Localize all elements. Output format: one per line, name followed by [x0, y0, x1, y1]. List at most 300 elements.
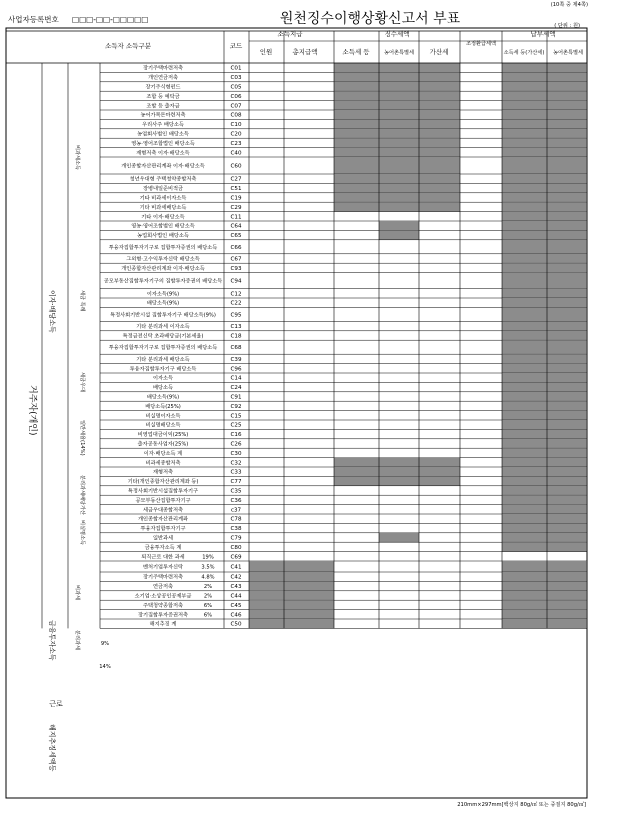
amount-input-cell[interactable]	[225, 562, 249, 572]
amount-input-cell[interactable]	[285, 477, 334, 485]
amount-input-cell[interactable]	[420, 601, 460, 609]
amount-input-cell[interactable]	[250, 222, 284, 230]
amount-input-cell[interactable]	[461, 231, 502, 239]
amount-input-cell[interactable]	[335, 231, 379, 239]
amount-input-cell[interactable]	[461, 212, 502, 220]
amount-input-cell[interactable]	[380, 411, 419, 419]
amount-input-cell[interactable]	[285, 486, 334, 494]
amount-input-cell[interactable]	[225, 392, 249, 400]
amount-input-cell[interactable]	[335, 264, 379, 272]
amount-input-cell[interactable]	[420, 524, 460, 532]
amount-input-cell[interactable]	[225, 299, 249, 307]
amount-input-cell[interactable]	[225, 322, 249, 330]
amount-input-cell[interactable]	[225, 439, 249, 447]
amount-input-cell[interactable]	[380, 591, 419, 599]
amount-input-cell[interactable]	[250, 92, 284, 100]
amount-input-cell[interactable]	[285, 439, 334, 447]
amount-input-cell[interactable]	[461, 322, 502, 330]
amount-input-cell[interactable]	[461, 392, 502, 400]
amount-input-cell[interactable]	[420, 273, 460, 288]
amount-input-cell[interactable]	[420, 374, 460, 382]
amount-input-cell[interactable]	[461, 620, 502, 628]
amount-input-cell[interactable]	[225, 158, 249, 174]
amount-input-cell[interactable]	[461, 158, 502, 174]
amount-input-cell[interactable]	[335, 496, 379, 504]
amount-input-cell[interactable]	[461, 254, 502, 262]
amount-input-cell[interactable]	[335, 439, 379, 447]
amount-input-cell[interactable]	[461, 203, 502, 211]
amount-input-cell[interactable]	[461, 120, 502, 128]
amount-input-cell[interactable]	[250, 430, 284, 438]
amount-input-cell[interactable]	[225, 411, 249, 419]
amount-input-cell[interactable]	[225, 383, 249, 391]
amount-input-cell[interactable]	[461, 222, 502, 230]
amount-input-cell[interactable]	[380, 212, 419, 220]
amount-input-cell[interactable]	[420, 299, 460, 307]
amount-input-cell[interactable]	[380, 383, 419, 391]
amount-input-cell[interactable]	[380, 254, 419, 262]
amount-input-cell[interactable]	[285, 374, 334, 382]
amount-input-cell[interactable]	[420, 496, 460, 504]
amount-input-cell[interactable]	[250, 449, 284, 457]
amount-input-cell[interactable]	[335, 601, 379, 609]
amount-input-cell[interactable]	[225, 620, 249, 628]
amount-input-cell[interactable]	[285, 148, 334, 156]
amount-input-cell[interactable]	[285, 402, 334, 410]
amount-input-cell[interactable]	[250, 273, 284, 288]
amount-input-cell[interactable]	[420, 486, 460, 494]
amount-input-cell[interactable]	[285, 364, 334, 372]
amount-input-cell[interactable]	[285, 468, 334, 476]
amount-input-cell[interactable]	[420, 392, 460, 400]
amount-input-cell[interactable]	[420, 264, 460, 272]
amount-input-cell[interactable]	[461, 73, 502, 81]
amount-input-cell[interactable]	[250, 240, 284, 253]
amount-input-cell[interactable]	[380, 496, 419, 504]
amount-input-cell[interactable]	[285, 193, 334, 201]
amount-input-cell[interactable]	[250, 231, 284, 239]
amount-input-cell[interactable]	[461, 402, 502, 410]
amount-input-cell[interactable]	[285, 184, 334, 192]
amount-input-cell[interactable]	[285, 231, 334, 239]
amount-input-cell[interactable]	[250, 254, 284, 262]
amount-input-cell[interactable]	[285, 524, 334, 532]
amount-input-cell[interactable]	[250, 524, 284, 532]
amount-input-cell[interactable]	[461, 496, 502, 504]
amount-input-cell[interactable]	[461, 341, 502, 354]
amount-input-cell[interactable]	[285, 212, 334, 220]
amount-input-cell[interactable]	[225, 101, 249, 109]
amount-input-cell[interactable]	[285, 289, 334, 297]
amount-input-cell[interactable]	[225, 533, 249, 541]
amount-input-cell[interactable]	[225, 129, 249, 137]
amount-input-cell[interactable]	[380, 299, 419, 307]
amount-input-cell[interactable]	[225, 458, 249, 466]
amount-input-cell[interactable]	[285, 331, 334, 339]
amount-input-cell[interactable]	[461, 331, 502, 339]
amount-input-cell[interactable]	[225, 374, 249, 382]
amount-input-cell[interactable]	[380, 552, 419, 560]
amount-input-cell[interactable]	[285, 505, 334, 513]
amount-input-cell[interactable]	[250, 421, 284, 429]
amount-input-cell[interactable]	[250, 129, 284, 137]
amount-input-cell[interactable]	[461, 573, 502, 581]
amount-input-cell[interactable]	[380, 331, 419, 339]
amount-input-cell[interactable]	[250, 322, 284, 330]
amount-input-cell[interactable]	[225, 240, 249, 253]
amount-input-cell[interactable]	[250, 392, 284, 400]
amount-input-cell[interactable]	[285, 430, 334, 438]
amount-input-cell[interactable]	[285, 111, 334, 119]
amount-input-cell[interactable]	[380, 620, 419, 628]
amount-input-cell[interactable]	[225, 496, 249, 504]
amount-input-cell[interactable]	[420, 620, 460, 628]
amount-input-cell[interactable]	[335, 582, 379, 590]
amount-input-cell[interactable]	[225, 421, 249, 429]
amount-input-cell[interactable]	[225, 184, 249, 192]
amount-input-cell[interactable]	[250, 184, 284, 192]
amount-input-cell[interactable]	[461, 543, 502, 551]
amount-input-cell[interactable]	[250, 341, 284, 354]
amount-input-cell[interactable]	[225, 430, 249, 438]
amount-input-cell[interactable]	[420, 562, 460, 572]
amount-input-cell[interactable]	[461, 449, 502, 457]
amount-input-cell[interactable]	[250, 496, 284, 504]
amount-input-cell[interactable]	[225, 449, 249, 457]
amount-input-cell[interactable]	[461, 92, 502, 100]
amount-input-cell[interactable]	[225, 341, 249, 354]
amount-input-cell[interactable]	[420, 610, 460, 618]
amount-input-cell[interactable]	[225, 193, 249, 201]
amount-input-cell[interactable]	[250, 355, 284, 363]
amount-input-cell[interactable]	[461, 411, 502, 419]
amount-input-cell[interactable]	[225, 73, 249, 81]
amount-input-cell[interactable]	[461, 533, 502, 541]
amount-input-cell[interactable]	[250, 552, 284, 560]
amount-input-cell[interactable]	[335, 421, 379, 429]
amount-input-cell[interactable]	[380, 392, 419, 400]
amount-input-cell[interactable]	[285, 254, 334, 262]
amount-input-cell[interactable]	[380, 449, 419, 457]
amount-input-cell[interactable]	[225, 515, 249, 523]
amount-input-cell[interactable]	[461, 582, 502, 590]
amount-input-cell[interactable]	[225, 402, 249, 410]
amount-input-cell[interactable]	[420, 552, 460, 560]
amount-input-cell[interactable]	[380, 273, 419, 288]
amount-input-cell[interactable]	[285, 458, 334, 466]
amount-input-cell[interactable]	[380, 341, 419, 354]
amount-input-cell[interactable]	[420, 341, 460, 354]
amount-input-cell[interactable]	[250, 477, 284, 485]
amount-input-cell[interactable]	[380, 402, 419, 410]
amount-input-cell[interactable]	[420, 231, 460, 239]
amount-input-cell[interactable]	[250, 299, 284, 307]
amount-input-cell[interactable]	[380, 308, 419, 321]
amount-input-cell[interactable]	[285, 341, 334, 354]
amount-input-cell[interactable]	[461, 364, 502, 372]
amount-input-cell[interactable]	[335, 364, 379, 372]
amount-input-cell[interactable]	[335, 402, 379, 410]
amount-input-cell[interactable]	[420, 308, 460, 321]
amount-input-cell[interactable]	[461, 139, 502, 147]
amount-input-cell[interactable]	[225, 203, 249, 211]
amount-input-cell[interactable]	[461, 505, 502, 513]
amount-input-cell[interactable]	[461, 264, 502, 272]
amount-input-cell[interactable]	[420, 240, 460, 253]
amount-input-cell[interactable]	[461, 308, 502, 321]
amount-input-cell[interactable]	[461, 111, 502, 119]
amount-input-cell[interactable]	[420, 212, 460, 220]
amount-input-cell[interactable]	[335, 486, 379, 494]
amount-input-cell[interactable]	[335, 355, 379, 363]
amount-input-cell[interactable]	[250, 533, 284, 541]
amount-input-cell[interactable]	[420, 402, 460, 410]
amount-input-cell[interactable]	[285, 101, 334, 109]
amount-input-cell[interactable]	[285, 92, 334, 100]
amount-input-cell[interactable]	[335, 212, 379, 220]
amount-input-cell[interactable]	[225, 486, 249, 494]
amount-input-cell[interactable]	[250, 543, 284, 551]
amount-input-cell[interactable]	[225, 231, 249, 239]
amount-input-cell[interactable]	[461, 374, 502, 382]
amount-input-cell[interactable]	[461, 458, 502, 466]
amount-input-cell[interactable]	[250, 212, 284, 220]
amount-input-cell[interactable]	[285, 73, 334, 81]
amount-input-cell[interactable]	[285, 203, 334, 211]
amount-input-cell[interactable]	[250, 374, 284, 382]
amount-input-cell[interactable]	[461, 82, 502, 90]
amount-input-cell[interactable]	[285, 299, 334, 307]
amount-input-cell[interactable]	[250, 148, 284, 156]
amount-input-cell[interactable]	[335, 533, 379, 541]
amount-input-cell[interactable]	[420, 515, 460, 523]
amount-input-cell[interactable]	[285, 552, 334, 560]
amount-input-cell[interactable]	[250, 402, 284, 410]
amount-input-cell[interactable]	[461, 101, 502, 109]
amount-input-cell[interactable]	[380, 364, 419, 372]
amount-input-cell[interactable]	[285, 264, 334, 272]
amount-input-cell[interactable]	[250, 331, 284, 339]
amount-input-cell[interactable]	[461, 64, 502, 72]
amount-input-cell[interactable]	[285, 308, 334, 321]
amount-input-cell[interactable]	[420, 439, 460, 447]
amount-input-cell[interactable]	[461, 273, 502, 288]
amount-input-cell[interactable]	[285, 411, 334, 419]
amount-input-cell[interactable]	[420, 543, 460, 551]
amount-input-cell[interactable]	[285, 64, 334, 72]
amount-input-cell[interactable]	[335, 240, 379, 253]
amount-input-cell[interactable]	[250, 139, 284, 147]
amount-input-cell[interactable]	[250, 458, 284, 466]
amount-input-cell[interactable]	[285, 158, 334, 174]
amount-input-cell[interactable]	[335, 392, 379, 400]
amount-input-cell[interactable]	[285, 322, 334, 330]
amount-input-cell[interactable]	[380, 439, 419, 447]
amount-input-cell[interactable]	[225, 601, 249, 609]
amount-input-cell[interactable]	[420, 591, 460, 599]
amount-input-cell[interactable]	[335, 620, 379, 628]
amount-input-cell[interactable]	[335, 254, 379, 262]
amount-input-cell[interactable]	[285, 120, 334, 128]
amount-input-cell[interactable]	[461, 591, 502, 599]
amount-input-cell[interactable]	[380, 505, 419, 513]
amount-input-cell[interactable]	[225, 308, 249, 321]
amount-input-cell[interactable]	[225, 543, 249, 551]
amount-input-cell[interactable]	[250, 383, 284, 391]
amount-input-cell[interactable]	[250, 193, 284, 201]
amount-input-cell[interactable]	[285, 449, 334, 457]
amount-input-cell[interactable]	[461, 430, 502, 438]
amount-input-cell[interactable]	[285, 515, 334, 523]
amount-input-cell[interactable]	[420, 573, 460, 581]
amount-input-cell[interactable]	[225, 289, 249, 297]
amount-input-cell[interactable]	[461, 355, 502, 363]
amount-input-cell[interactable]	[503, 552, 547, 560]
amount-input-cell[interactable]	[335, 505, 379, 513]
amount-input-cell[interactable]	[461, 240, 502, 253]
amount-input-cell[interactable]	[285, 392, 334, 400]
amount-input-cell[interactable]	[225, 355, 249, 363]
amount-input-cell[interactable]	[461, 421, 502, 429]
amount-input-cell[interactable]	[420, 411, 460, 419]
amount-input-cell[interactable]	[461, 289, 502, 297]
amount-input-cell[interactable]	[285, 222, 334, 230]
amount-input-cell[interactable]	[380, 601, 419, 609]
amount-input-cell[interactable]	[335, 543, 379, 551]
amount-input-cell[interactable]	[250, 468, 284, 476]
amount-input-cell[interactable]	[285, 355, 334, 363]
amount-input-cell[interactable]	[285, 421, 334, 429]
amount-input-cell[interactable]	[225, 264, 249, 272]
amount-input-cell[interactable]	[225, 148, 249, 156]
amount-input-cell[interactable]	[380, 562, 419, 572]
amount-input-cell[interactable]	[461, 468, 502, 476]
amount-input-cell[interactable]	[225, 591, 249, 599]
amount-input-cell[interactable]	[380, 524, 419, 532]
amount-input-cell[interactable]	[420, 331, 460, 339]
amount-input-cell[interactable]	[225, 552, 249, 560]
amount-input-cell[interactable]	[420, 449, 460, 457]
amount-input-cell[interactable]	[335, 573, 379, 581]
amount-input-cell[interactable]	[461, 552, 502, 560]
amount-input-cell[interactable]	[335, 308, 379, 321]
amount-input-cell[interactable]	[461, 193, 502, 201]
amount-input-cell[interactable]	[285, 496, 334, 504]
amount-input-cell[interactable]	[285, 240, 334, 253]
amount-input-cell[interactable]	[461, 601, 502, 609]
amount-input-cell[interactable]	[285, 82, 334, 90]
amount-input-cell[interactable]	[285, 175, 334, 183]
amount-input-cell[interactable]	[380, 355, 419, 363]
amount-input-cell[interactable]	[250, 73, 284, 81]
amount-input-cell[interactable]	[335, 374, 379, 382]
amount-input-cell[interactable]	[225, 64, 249, 72]
amount-input-cell[interactable]	[461, 610, 502, 618]
amount-input-cell[interactable]	[461, 486, 502, 494]
amount-input-cell[interactable]	[420, 364, 460, 372]
amount-input-cell[interactable]	[420, 505, 460, 513]
amount-input-cell[interactable]	[250, 308, 284, 321]
amount-input-cell[interactable]	[335, 411, 379, 419]
amount-input-cell[interactable]	[420, 421, 460, 429]
amount-input-cell[interactable]	[380, 430, 419, 438]
amount-input-cell[interactable]	[250, 439, 284, 447]
amount-input-cell[interactable]	[225, 212, 249, 220]
amount-input-cell[interactable]	[380, 421, 419, 429]
amount-input-cell[interactable]	[380, 582, 419, 590]
amount-input-cell[interactable]	[250, 175, 284, 183]
amount-input-cell[interactable]	[380, 573, 419, 581]
amount-input-cell[interactable]	[250, 364, 284, 372]
amount-input-cell[interactable]	[335, 289, 379, 297]
amount-input-cell[interactable]	[225, 468, 249, 476]
amount-input-cell[interactable]	[335, 383, 379, 391]
amount-input-cell[interactable]	[335, 430, 379, 438]
amount-input-cell[interactable]	[461, 129, 502, 137]
amount-input-cell[interactable]	[250, 101, 284, 109]
amount-input-cell[interactable]	[420, 289, 460, 297]
amount-input-cell[interactable]	[225, 505, 249, 513]
amount-input-cell[interactable]	[335, 299, 379, 307]
amount-input-cell[interactable]	[461, 562, 502, 572]
amount-input-cell[interactable]	[225, 331, 249, 339]
amount-input-cell[interactable]	[250, 264, 284, 272]
amount-input-cell[interactable]	[250, 203, 284, 211]
amount-input-cell[interactable]	[250, 120, 284, 128]
amount-input-cell[interactable]	[380, 264, 419, 272]
amount-input-cell[interactable]	[420, 355, 460, 363]
amount-input-cell[interactable]	[335, 222, 379, 230]
amount-input-cell[interactable]	[380, 515, 419, 523]
amount-input-cell[interactable]	[250, 111, 284, 119]
amount-input-cell[interactable]	[225, 92, 249, 100]
amount-input-cell[interactable]	[380, 322, 419, 330]
amount-input-cell[interactable]	[335, 449, 379, 457]
amount-input-cell[interactable]	[335, 331, 379, 339]
amount-input-cell[interactable]	[225, 111, 249, 119]
amount-input-cell[interactable]	[335, 273, 379, 288]
amount-input-cell[interactable]	[420, 533, 460, 541]
amount-input-cell[interactable]	[225, 582, 249, 590]
amount-input-cell[interactable]	[225, 573, 249, 581]
amount-input-cell[interactable]	[285, 139, 334, 147]
amount-input-cell[interactable]	[335, 552, 379, 560]
amount-input-cell[interactable]	[420, 322, 460, 330]
amount-input-cell[interactable]	[420, 383, 460, 391]
amount-input-cell[interactable]	[285, 129, 334, 137]
amount-input-cell[interactable]	[250, 64, 284, 72]
amount-input-cell[interactable]	[380, 240, 419, 253]
amount-input-cell[interactable]	[335, 591, 379, 599]
amount-input-cell[interactable]	[250, 515, 284, 523]
amount-input-cell[interactable]	[335, 562, 379, 572]
amount-input-cell[interactable]	[285, 273, 334, 288]
amount-input-cell[interactable]	[250, 411, 284, 419]
amount-input-cell[interactable]	[225, 175, 249, 183]
amount-input-cell[interactable]	[461, 148, 502, 156]
amount-input-cell[interactable]	[335, 610, 379, 618]
amount-input-cell[interactable]	[461, 175, 502, 183]
amount-input-cell[interactable]	[461, 383, 502, 391]
amount-input-cell[interactable]	[461, 524, 502, 532]
amount-input-cell[interactable]	[250, 158, 284, 174]
amount-input-cell[interactable]	[285, 533, 334, 541]
amount-input-cell[interactable]	[380, 486, 419, 494]
amount-input-cell[interactable]	[420, 254, 460, 262]
amount-input-cell[interactable]	[225, 364, 249, 372]
amount-input-cell[interactable]	[250, 82, 284, 90]
amount-input-cell[interactable]	[225, 477, 249, 485]
